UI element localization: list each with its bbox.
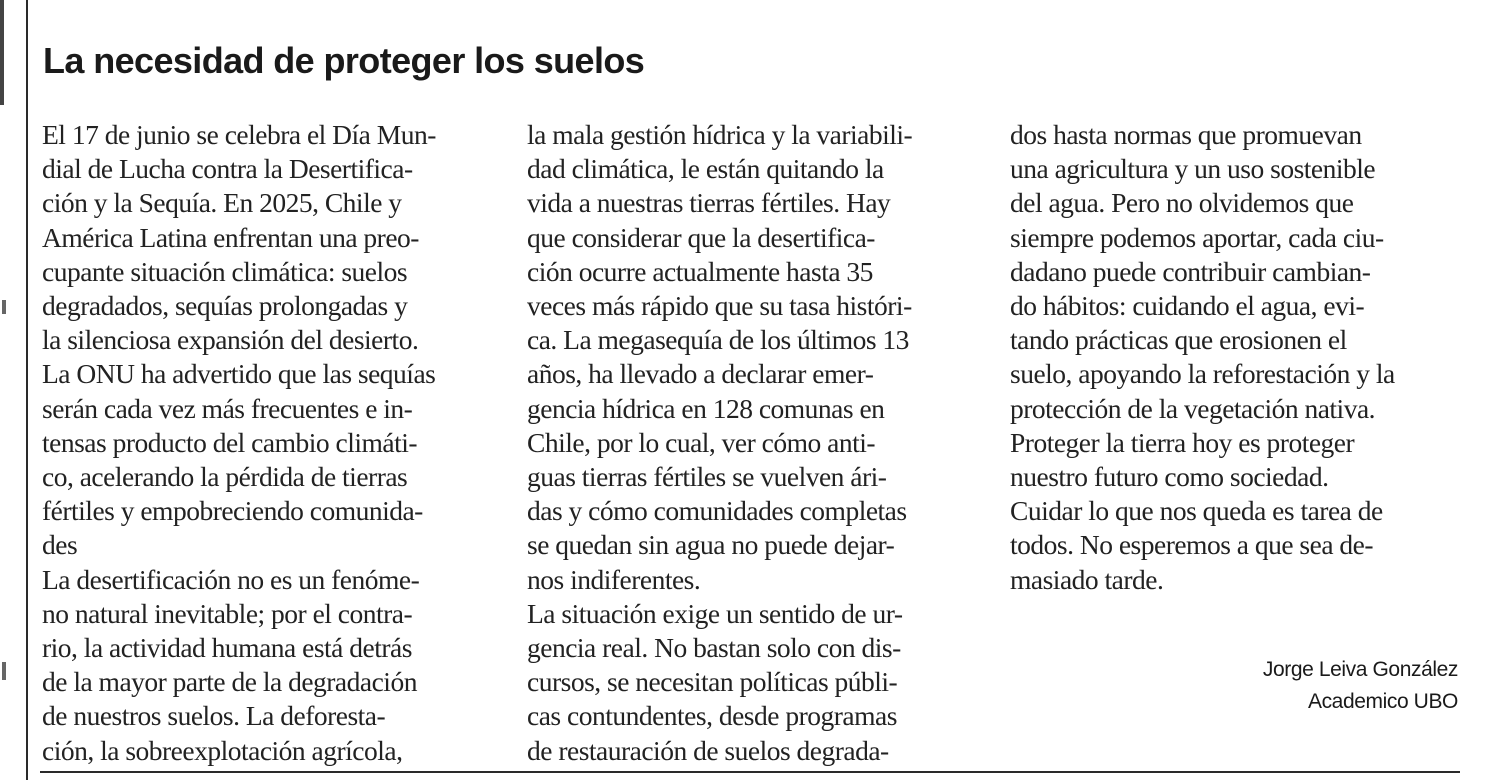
article-text-line: la silenciosa expansión del desierto. <box>42 324 419 356</box>
article-text-line: cursos, se necesitan políticas públi- <box>527 666 898 698</box>
author-affiliation: Academico UBO <box>1307 690 1458 713</box>
article-text-line: suelo, apoyando la reforestación y la <box>1010 358 1395 390</box>
article-text-line: La ONU ha advertido que las sequías <box>42 358 436 390</box>
article-text-line: de la mayor parte de la degradación <box>42 666 417 698</box>
column-rule-left <box>26 0 28 780</box>
article-text-line: tando prácticas que erosionen el <box>1010 324 1347 356</box>
article-text-line: masiado tarde. <box>1010 563 1164 595</box>
article-text-line: La situación exige un sentido de ur- <box>527 597 903 629</box>
article-text-line: dad climática, le están quitando la <box>527 153 884 185</box>
article-text-line: dial de Lucha contra la Desertifica- <box>42 153 413 185</box>
article-text-line: años, ha llevado a declarar emer- <box>527 358 874 390</box>
bottom-divider <box>40 771 1460 773</box>
article-text-line: de nuestros suelos. La deforesta- <box>42 700 386 732</box>
article-text-line: Proteger la tierra hoy es proteger <box>1010 426 1355 458</box>
article-text-line: serán cada vez más frecuentes e in- <box>42 392 413 424</box>
article-text-line: que considerar que la desertifica- <box>527 221 875 253</box>
article-text-line: todos. No esperemos a que sea de- <box>1010 529 1374 561</box>
margin-mark <box>2 300 6 314</box>
article-text-line: fértiles y empobreciendo comunida- <box>42 495 423 527</box>
article-column-2 <box>527 118 977 768</box>
article-text-line: das y cómo comunidades completas <box>527 495 907 527</box>
article-text-line: guas tierras fértiles se vuelven ári- <box>527 461 887 493</box>
article-text-line: no natural inevitable; por el contra- <box>42 597 413 629</box>
article-column-1 <box>42 118 492 768</box>
article-text-line: dadano puede contribuir cambian- <box>1010 255 1371 287</box>
article-text-line: La desertificación no es un fenóme- <box>42 563 420 595</box>
article-text-line: de restauración de suelos degrada- <box>527 734 889 766</box>
article-text-line: tensas producto del cambio climáti- <box>42 426 418 458</box>
article-text-line: nuestro futuro como sociedad. <box>1010 461 1329 493</box>
article-text-line: del agua. Pero no olvidemos que <box>1010 187 1354 219</box>
article-text-line: la mala gestión hídrica y la variabili- <box>527 119 913 150</box>
article-text-line: cupante situación climática: suelos <box>42 255 408 287</box>
margin-mark <box>2 662 6 680</box>
page-edge-mark <box>0 0 4 105</box>
article-text-line: gencia hídrica en 128 comunas en <box>527 392 885 424</box>
article-text-line: se quedan sin agua no puede dejar- <box>527 529 895 561</box>
author-signature <box>1263 654 1458 718</box>
article-text-line: siempre podemos aportar, cada ciu- <box>1010 221 1384 253</box>
article-text-line: ción y la Sequía. En 2025, Chile y <box>42 187 402 219</box>
article-text-line: dos hasta normas que promuevan <box>1010 119 1362 150</box>
article-text-line: degradados, sequías prolongadas y <box>42 290 408 322</box>
article-text-line: ca. La megasequía de los últimos 13 <box>527 324 909 356</box>
article-text-line: ción ocurre actualmente hasta 35 <box>527 255 873 287</box>
article-text-line: do hábitos: cuidando el agua, evi- <box>1010 290 1365 322</box>
article-headline: La necesidad de proteger los suelos <box>43 40 645 81</box>
author-name: Jorge Leiva González <box>1262 658 1458 681</box>
article-text-line: ción, la sobreexplotación agrícola, <box>42 734 403 766</box>
article-text-line: veces más rápido que su tasa históri- <box>527 290 912 322</box>
article-text-line: co, acelerando la pérdida de tierras <box>42 461 408 493</box>
article-text-line: rio, la actividad humana está detrás <box>42 632 412 664</box>
article-column-3 <box>1010 118 1460 597</box>
article-text-line: cas contundentes, desde programas <box>527 700 897 732</box>
article-text-line: Chile, por lo cual, ver cómo anti- <box>527 426 876 458</box>
article-text-line: protección de la vegetación nativa. <box>1010 392 1376 424</box>
article-text-line: una agricultura y un uso sostenible <box>1010 153 1376 185</box>
article-text-line: Cuidar lo que nos queda es tarea de <box>1010 495 1383 527</box>
article-text-line: El 17 de junio se celebra el Día Mun- <box>42 119 436 150</box>
article-text-line: nos indiferentes. <box>527 563 701 595</box>
article-text-line: vida a nuestras tierras fértiles. Hay <box>527 187 891 219</box>
article-text-line: des <box>42 529 78 561</box>
article-text-line: América Latina enfrentan una preo- <box>42 221 419 253</box>
article-text-line: gencia real. No bastan solo con dis- <box>527 632 901 664</box>
